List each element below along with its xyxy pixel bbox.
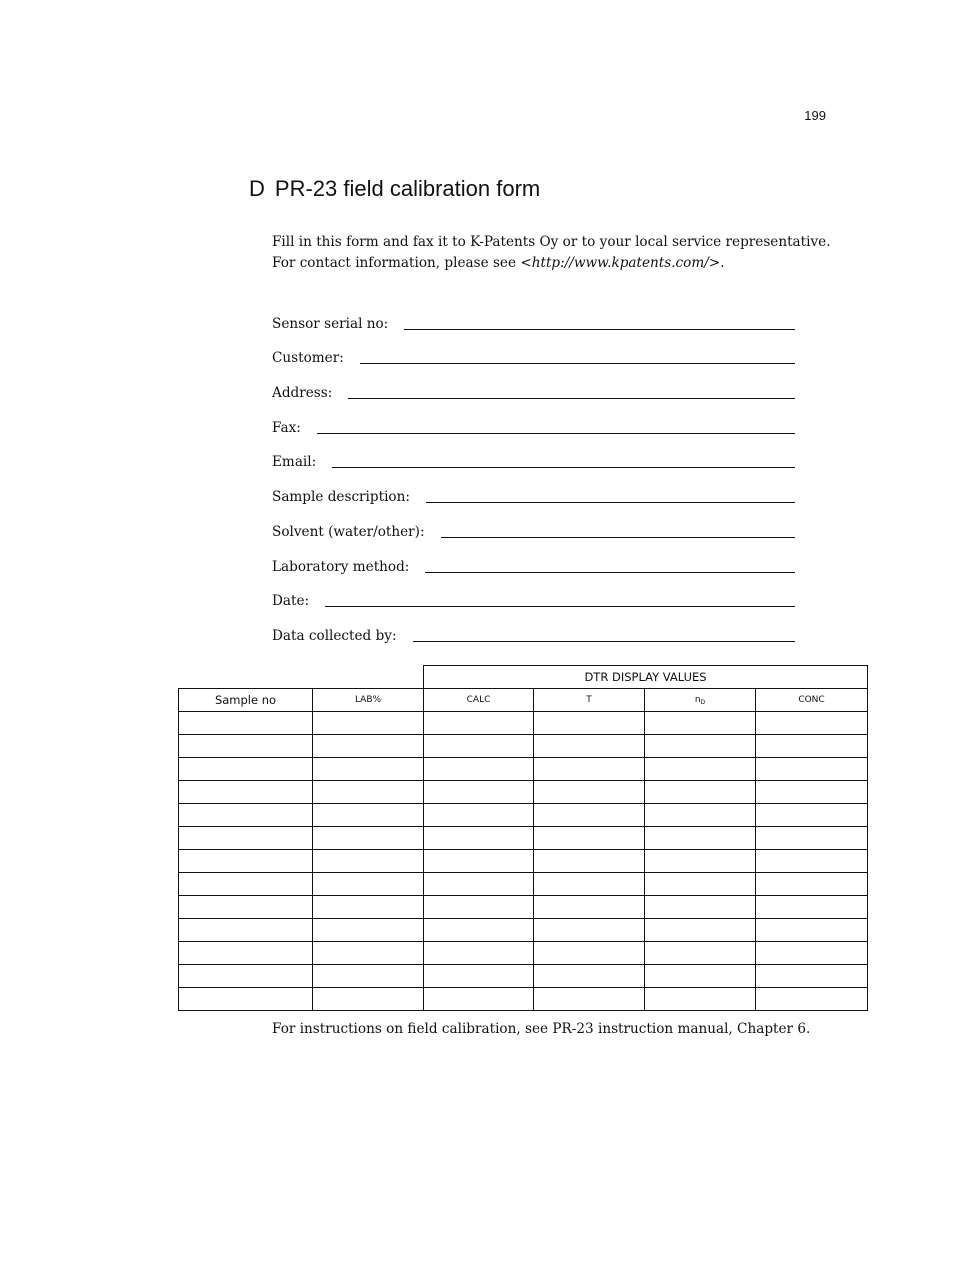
table-cell[interactable] [179,919,313,942]
table-cell[interactable] [313,827,424,850]
table-cell[interactable] [645,781,756,804]
table-cell[interactable] [756,712,868,735]
table-cell[interactable] [534,781,645,804]
table-cell[interactable] [179,988,313,1011]
table-cell[interactable] [313,965,424,988]
table-cell[interactable] [313,919,424,942]
col-nd-subscript: D [700,698,706,706]
table-row [179,942,868,965]
table-cell[interactable] [534,758,645,781]
dtr-display-values-header: DTR DISPLAY VALUES [424,666,868,689]
table-cell[interactable] [756,735,868,758]
table-cell[interactable] [424,712,534,735]
table-cell[interactable] [756,965,868,988]
table-row [179,804,868,827]
table-row [179,827,868,850]
table-cell[interactable] [756,758,868,781]
field-data-collected-by [272,612,795,647]
page-title [249,176,540,202]
table-cell[interactable] [645,919,756,942]
table-cell[interactable] [534,942,645,965]
table-cell[interactable] [645,827,756,850]
table-row [179,988,868,1011]
field-address [272,369,795,404]
table-cell[interactable] [645,712,756,735]
table-row [179,850,868,873]
table-cell[interactable] [756,919,868,942]
table-cell[interactable] [179,942,313,965]
table-row [179,735,868,758]
table-cell[interactable] [534,988,645,1011]
page-number: 199 [804,108,826,123]
table-cell[interactable] [424,896,534,919]
table-row [179,781,868,804]
table-cell[interactable] [534,896,645,919]
form-fields [272,300,795,647]
col-nd [645,689,756,712]
table-cell[interactable] [756,850,868,873]
col-conc: CONC [756,689,868,712]
table-cell[interactable] [645,873,756,896]
field-sample-description [272,473,795,508]
table-cell[interactable] [313,735,424,758]
table-cell[interactable] [424,850,534,873]
table-cell[interactable] [179,873,313,896]
field-input-line[interactable] [317,419,795,434]
table-cell[interactable] [179,850,313,873]
table-cell[interactable] [313,873,424,896]
col-sample-no: Sample no [179,689,313,712]
table-cell[interactable] [534,919,645,942]
table-cell[interactable] [179,758,313,781]
intro-line-2-prefix: For contact information, please see [272,254,521,271]
table-cell[interactable] [179,965,313,988]
intro-text [272,232,831,273]
table-group-header-row [179,666,868,689]
website-link[interactable]: <http://www.kpatents.com/> [520,254,721,271]
table-cell[interactable] [424,873,534,896]
field-label: Fax: [272,419,301,436]
table-cell[interactable] [645,850,756,873]
field-input-line[interactable] [425,558,795,573]
table-cell[interactable] [534,712,645,735]
table-cell[interactable] [756,827,868,850]
table-cell[interactable] [424,827,534,850]
table-cell[interactable] [179,896,313,919]
table-cell[interactable] [313,896,424,919]
table-column-header-row [179,689,868,712]
table-cell[interactable] [179,827,313,850]
table-cell[interactable] [534,850,645,873]
field-email [272,439,795,474]
intro-line-2 [272,253,812,274]
table-cell[interactable] [424,942,534,965]
calibration-table-body [179,712,868,1011]
field-label: Customer: [272,350,344,367]
field-date [272,578,795,613]
field-input-line[interactable] [325,592,795,607]
table-cell[interactable] [424,919,534,942]
table-row [179,758,868,781]
table-cell[interactable] [756,873,868,896]
field-input-line[interactable] [413,627,795,642]
table-cell[interactable] [179,735,313,758]
table-cell[interactable] [756,781,868,804]
table-row [179,873,868,896]
title-text: PR-23 field calibration form [274,176,541,201]
table-row [179,965,868,988]
table-cell[interactable] [534,735,645,758]
table-cell[interactable] [534,873,645,896]
table-cell[interactable] [756,988,868,1011]
table-cell[interactable] [179,712,313,735]
field-sensor-serial [272,300,795,335]
table-cell[interactable] [645,988,756,1011]
field-label: Date: [272,593,310,610]
field-label: Laboratory method: [272,558,410,575]
field-customer [272,335,795,370]
field-label: Email: [272,454,317,471]
field-input-line[interactable] [404,315,795,330]
field-laboratory-method [272,543,795,578]
table-cell[interactable] [424,758,534,781]
intro-line-1: Fill in this form and fax it to K-Patents Oy or to your local service representative. [272,234,831,250]
table-header-spacer [179,666,424,689]
table-cell[interactable] [645,758,756,781]
table-cell[interactable] [645,965,756,988]
field-input-line[interactable] [360,349,795,364]
table-cell[interactable] [179,781,313,804]
calibration-table [178,665,868,1011]
table-cell[interactable] [645,735,756,758]
table-cell[interactable] [313,758,424,781]
field-label: Sample description: [272,489,410,506]
field-fax [272,404,795,439]
table-cell[interactable] [424,735,534,758]
table-cell[interactable] [756,942,868,965]
col-calc: CALC [424,689,534,712]
table-cell[interactable] [424,804,534,827]
table-cell[interactable] [756,804,868,827]
field-label: Address: [272,385,333,402]
table-cell[interactable] [534,804,645,827]
table-cell[interactable] [645,896,756,919]
field-label: Data collected by: [272,627,397,644]
field-input-line[interactable] [426,488,795,503]
table-cell[interactable] [534,965,645,988]
field-input-line[interactable] [332,453,795,468]
table-cell[interactable] [756,896,868,919]
appendix-letter: D [249,176,265,201]
table-cell[interactable] [179,804,313,827]
table-cell[interactable] [313,804,424,827]
footnote: For instructions on field calibration, see PR-23 instruction manual, Chapter 6. [272,1021,811,1037]
table-cell[interactable] [645,804,756,827]
table-cell[interactable] [313,781,424,804]
table-cell[interactable] [534,827,645,850]
col-t: T [534,689,645,712]
col-nd-base: n [694,694,701,705]
table-cell[interactable] [313,942,424,965]
table-row [179,919,868,942]
table-cell[interactable] [313,850,424,873]
table-cell[interactable] [424,781,534,804]
table-cell[interactable] [313,712,424,735]
field-input-line[interactable] [348,384,795,399]
field-label: Sensor serial no: [272,315,389,332]
field-input-line[interactable] [441,523,795,538]
table-cell[interactable] [313,988,424,1011]
table-cell[interactable] [424,965,534,988]
table-row [179,712,868,735]
field-label: Solvent (water/other): [272,523,425,540]
table-cell[interactable] [424,988,534,1011]
table-cell[interactable] [645,942,756,965]
field-solvent [272,508,795,543]
intro-line-2-suffix: . [720,254,725,271]
col-lab: LAB% [313,689,424,712]
table-row [179,896,868,919]
